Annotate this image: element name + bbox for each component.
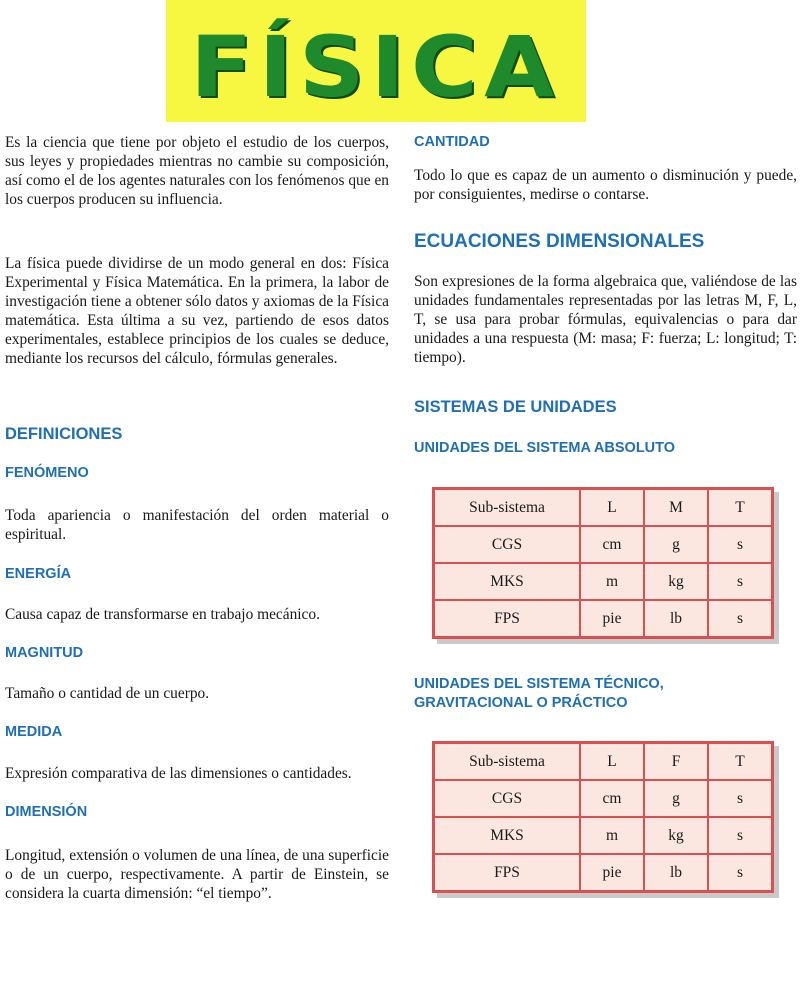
table-cell: s: [708, 817, 772, 854]
definiciones-heading: DEFINICIONES: [5, 425, 123, 443]
table-cell: kg: [644, 817, 708, 854]
table-row: [434, 600, 772, 637]
intro-paragraph-1: Es la ciencia que tiene por objeto el estudio de los cuerpos, sus leyes y propiedades mientras no cambie su composición, así como el de los agentes naturales con los fenómenos que en los cuerpos producen su influencia.: [5, 134, 389, 208]
table-cell: s: [708, 600, 772, 637]
table-header-cell: F: [644, 743, 708, 780]
table-cell: CGS: [434, 780, 580, 817]
table-cell: kg: [644, 563, 708, 600]
absoluto-units-table: [432, 487, 774, 639]
table-cell: g: [644, 526, 708, 563]
table-cell: s: [708, 854, 772, 891]
absoluto-heading: UNIDADES DEL SISTEMA ABSOLUTO: [414, 440, 676, 456]
ecuaciones-heading: ECUACIONES DIMENSIONALES: [414, 231, 705, 252]
table-cell: MKS: [434, 817, 580, 854]
table-header-cell: T: [708, 489, 772, 526]
table-header-cell: T: [708, 743, 772, 780]
definition-text: Expresión comparativa de las dimensiones o cantidades.: [5, 765, 352, 782]
table-cell: MKS: [434, 563, 580, 600]
table-header-cell: M: [644, 489, 708, 526]
table-cell: lb: [644, 854, 708, 891]
table-cell: lb: [644, 600, 708, 637]
definition-text: Causa capaz de transformarse en trabajo mecánico.: [5, 606, 320, 623]
table-header-cell: Sub-sistema: [434, 489, 580, 526]
ecuaciones-text: Son expresiones de la forma algebraica que, valiéndose de las unidades fundamentales representadas por las letras M, F, L, T, se usa para probar fórmulas, equivalencias o para dar unidades a una respuesta (M: masa; F: fuerza; L: longitud; T: tiempo).: [414, 273, 797, 366]
table-cell: pie: [580, 854, 644, 891]
table-cell: s: [708, 780, 772, 817]
tecnico-heading-line-2: GRAVITACIONAL O PRÁCTICO: [414, 695, 628, 711]
table-row: [434, 854, 772, 891]
table-cell: cm: [580, 780, 644, 817]
definition-text: Toda apariencia o manifestación del orden material o espiritual.: [5, 507, 389, 543]
table-cell: m: [580, 817, 644, 854]
page-title: FÍSICA: [190, 18, 562, 116]
table-cell: m: [580, 563, 644, 600]
definition-term: MEDIDA: [5, 724, 63, 740]
tecnico-units-table: [432, 741, 774, 893]
table-header-cell: L: [580, 489, 644, 526]
table-cell: CGS: [434, 526, 580, 563]
definition-term: FENÓMENO: [5, 465, 89, 481]
table-header-cell: L: [580, 743, 644, 780]
intro-paragraph-2: La física puede dividirse de un modo general en dos: Física Experimental y Física Matemática. En la primera, la labor de investigación tiene a obtener sólo datos y axiomas de la Física matemática. Esta última a su vez, partiendo de esos datos experimentales, establece principios de los cuales se deduce, mediante los recursos del cálculo, fórmulas generales.: [5, 255, 389, 367]
table-header-row: [434, 489, 772, 526]
table-row: [434, 780, 772, 817]
table-cell: FPS: [434, 600, 580, 637]
table-cell: pie: [580, 600, 644, 637]
definition-term: MAGNITUD: [5, 645, 84, 661]
sistemas-heading: SISTEMAS DE UNIDADES: [414, 398, 617, 416]
table-header-cell: Sub-sistema: [434, 743, 580, 780]
table-cell: g: [644, 780, 708, 817]
definition-text: Longitud, extensión o volumen de una línea, de una superficie o de un cuerpo, respectivamente. A partir de Einstein, se considera la cuarta dimensión: “el tiempo”.: [5, 847, 389, 902]
definition-term: DIMENSIÓN: [5, 804, 88, 820]
table-cell: FPS: [434, 854, 580, 891]
table-cell: s: [708, 526, 772, 563]
title-banner: [166, 0, 586, 122]
cantidad-term: CANTIDAD: [414, 134, 490, 150]
definition-text: Tamaño o cantidad de un cuerpo.: [5, 685, 210, 702]
table-cell: s: [708, 563, 772, 600]
definition-term: ENERGÍA: [5, 566, 72, 582]
tecnico-heading-line-1: UNIDADES DEL SISTEMA TÉCNICO,: [414, 676, 664, 692]
cantidad-text: Todo lo que es capaz de un aumento o disminución y puede, por consiguientes, medirse o contarse.: [414, 167, 797, 203]
table-row: [434, 526, 772, 563]
table-row: [434, 817, 772, 854]
table-cell: cm: [580, 526, 644, 563]
table-row: [434, 563, 772, 600]
table-header-row: [434, 743, 772, 780]
